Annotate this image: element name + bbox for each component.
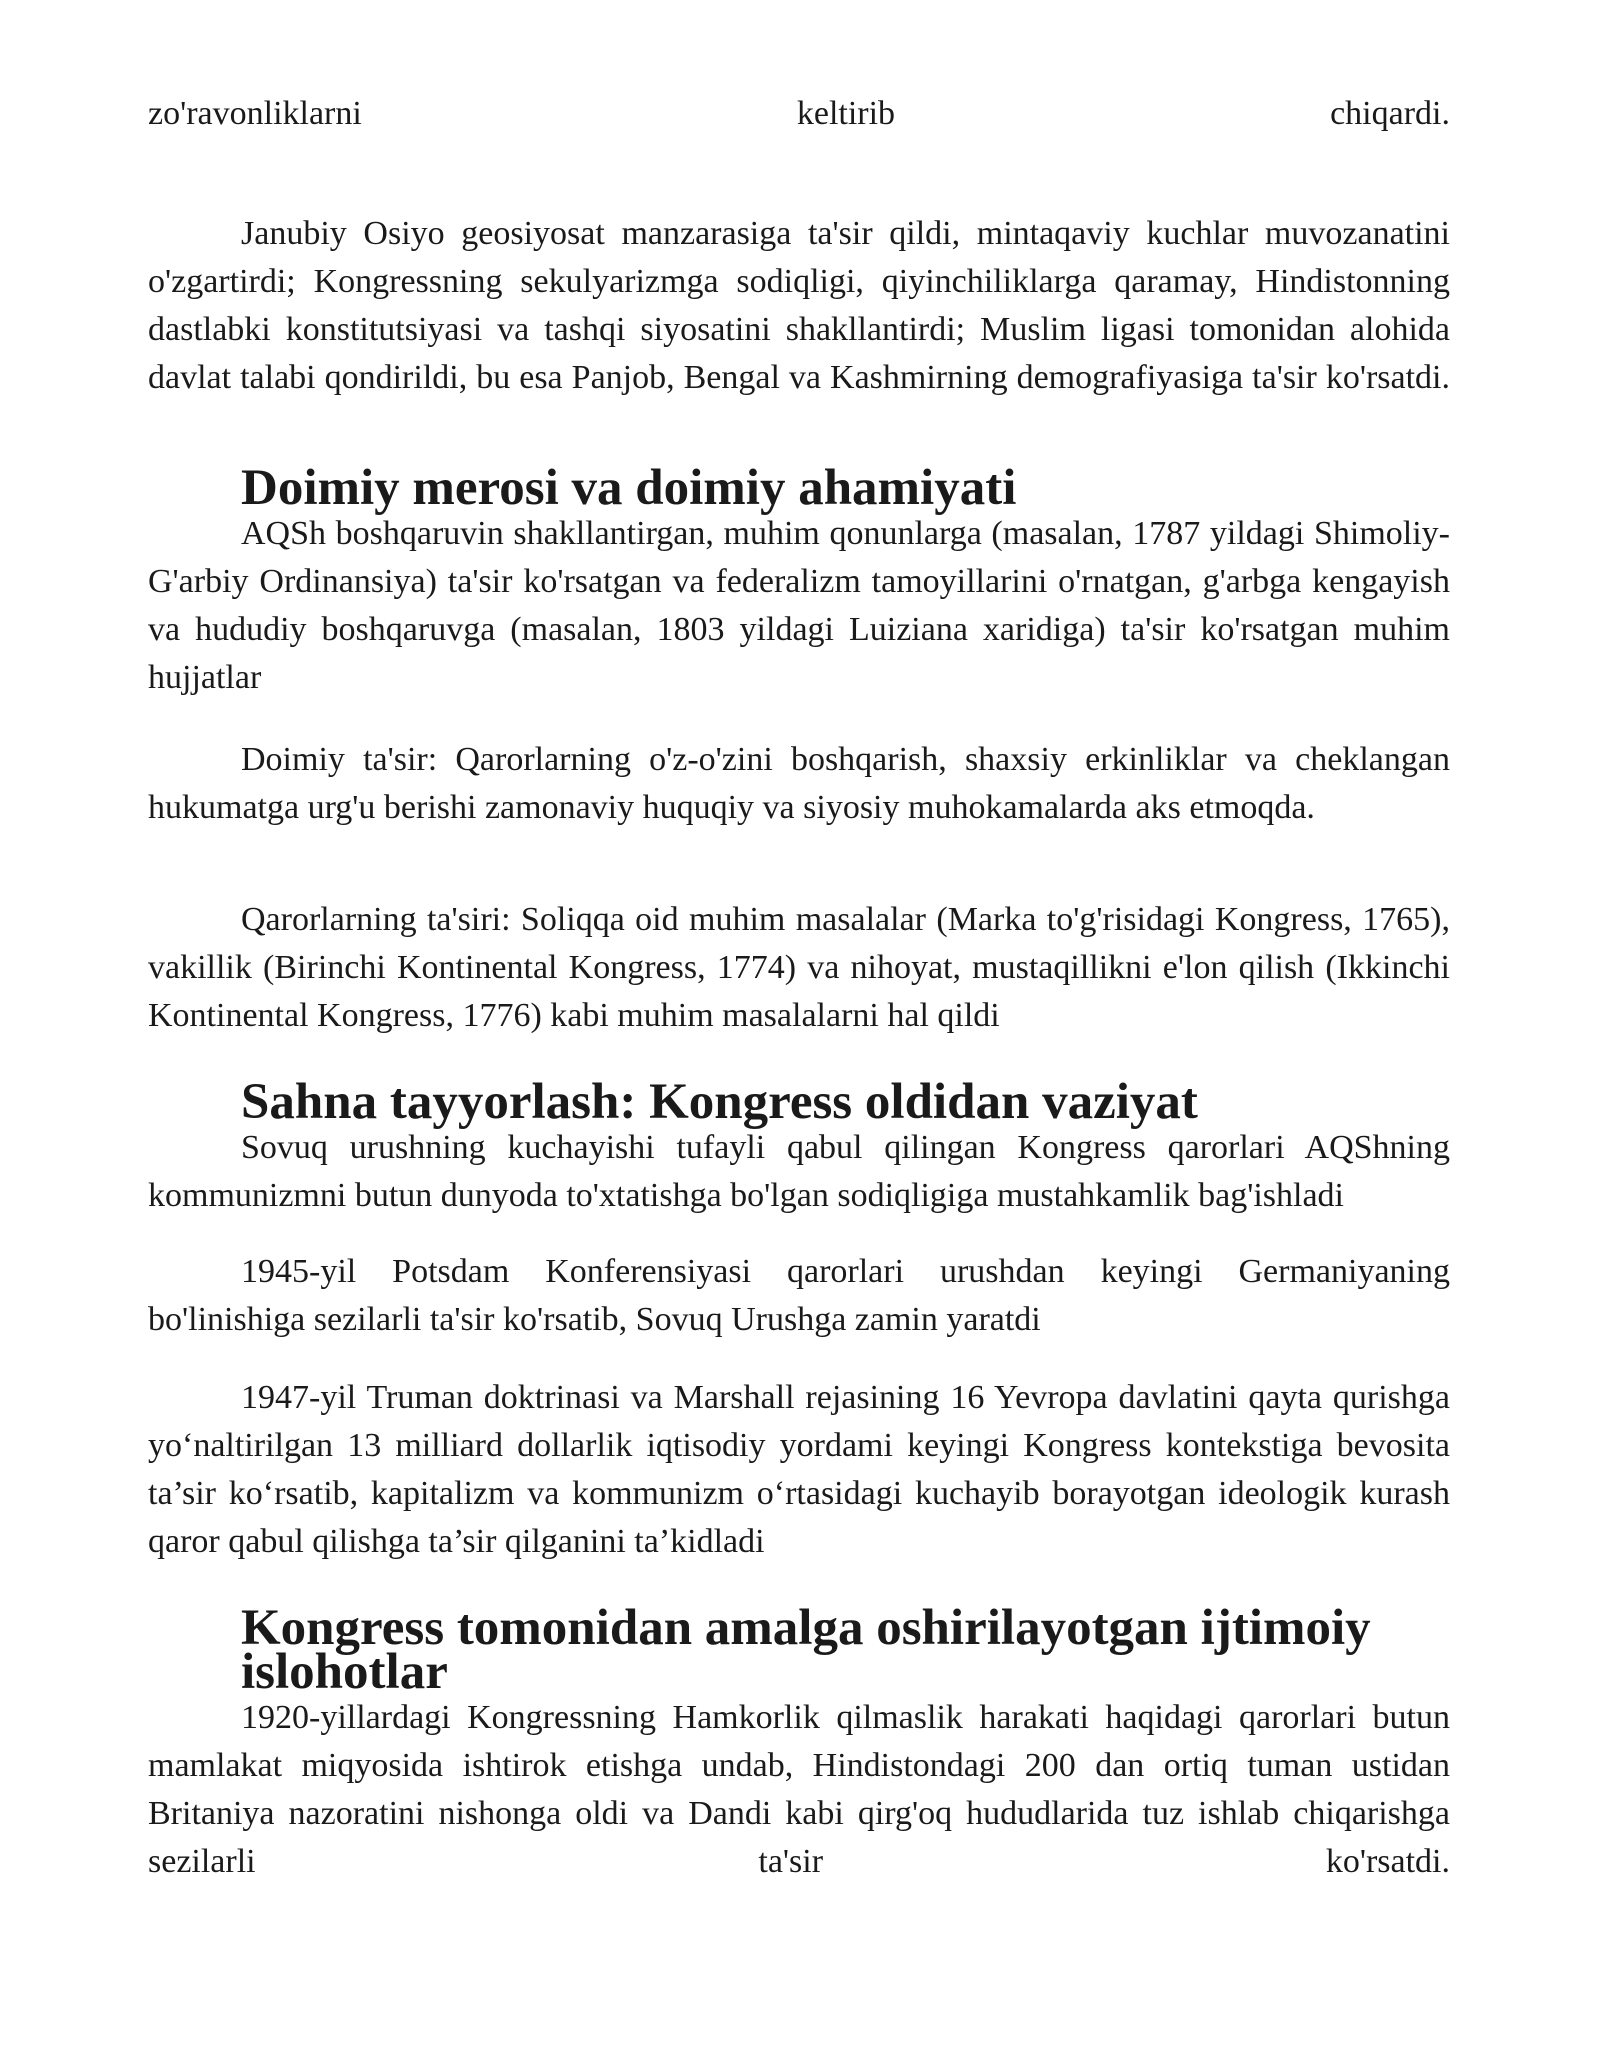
document-body	[148, 90, 1450, 1886]
paragraph-us-governance: AQSh boshqaruvin shakllantirgan, muhim qonunlarga (masalan, 1787 yildagi Shimoliy-G'arbiy Ordinansiya) ta'sir ko'rsatgan va federalizm tamoyillarini o'rnatgan, g'arbga kengayish va hududiy boshqaruvga (masalan, 1803 yildagi Luiziana xaridiga) ta'sir ko'rsatgan muhim hujjatlar	[148, 515, 1450, 696]
paragraph-non-cooperation: 1920-yillardagi Kongressning Hamkorlik qilmaslik harakati haqidagi qarorlari butun mamlakat miqyosida ishtirok etishga undab, Hindistondagi 200 dan ortiq tuman ustidan Britaniya nazoratini nishonga oldi va Dandi kabi qirg'oq hududlarida tuz ishlab chiqarishga sezilarli ta'sir ko'rsatdi.	[148, 1699, 1450, 1880]
paragraph-truman-marshall: 1947-yil Truman doktrinasi va Marshall rejasining 16 Yevropa davlatini qayta qurishga yo‘naltirilgan 13 milliard dollarlik iqtisodiy yordami keyingi Kongress kontekstiga bevosita ta’sir ko‘rsatib, kapitalizm va kommunizm o‘rtasidagi kuchayib borayotgan ideologik kurash qaror qabul qilishga ta’sir qilganini ta’kidladi	[148, 1379, 1450, 1560]
section-heading-social-reforms: Kongress tomonidan amalga oshirilayotgan ijtimoiy islohotlar	[241, 1600, 1371, 1700]
paragraph-resolutions-impact: Qarorlarning ta'siri: Soliqqa oid muhim masalalar (Marka to'g'risidagi Kongress, 1765), vakillik (Birinchi Kontinental Kongress, 1774) va nihoyat, mustaqillikni e'lon qilish (Ikkinchi Kontinental Kongress, 1776) kabi muhim masalalarni hal qildi	[148, 901, 1450, 1034]
paragraph-lasting-impact: Doimiy ta'sir: Qarorlarning o'z-o'zini boshqarish, shaxsiy erkinliklar va cheklangan hukumatga urg'u berishi zamonaviy huquqiy va siyosiy muhokamalarda aks etmoqda.	[148, 741, 1450, 826]
paragraph-geopolitics: Janubiy Osiyo geosiyosat manzarasiga ta'sir qildi, mintaqaviy kuchlar muvozanatini o'zgartirdi; Kongressning sekulyarizmga sodiqligi, qiyinchiliklarga qaramay, Hindistonning dastlabki konstitutsiyasi va tashqi siyosatini shakllantirdi; Muslim ligasi tomonidan alohida davlat talabi qondirildi, bu esa Panjob, Bengal va Kashmirning demografiyasiga ta'sir ko'rsatdi.	[148, 215, 1450, 396]
continued-line: zo'ravonliklarni keltirib chiqardi.	[148, 95, 1450, 132]
paragraph-potsdam: 1945-yil Potsdam Konferensiyasi qarorlari urushdan keyingi Germaniyaning bo'linishiga sezilarli ta'sir ko'rsatib, Sovuq Urushga zamin yaratdi	[148, 1253, 1450, 1338]
paragraph-cold-war: Sovuq urushning kuchayishi tufayli qabul qilingan Kongress qarorlari AQShning kommunizmni butun dunyoda to'xtatishga bo'lgan sodiqligiga mustahkamlik bag'ishladi	[148, 1129, 1450, 1214]
section-heading-legacy: Doimiy merosi va doimiy ahamiyati	[241, 460, 1017, 516]
section-heading-setting-stage: Sahna tayyorlash: Kongress oldidan vaziyat	[241, 1074, 1198, 1130]
